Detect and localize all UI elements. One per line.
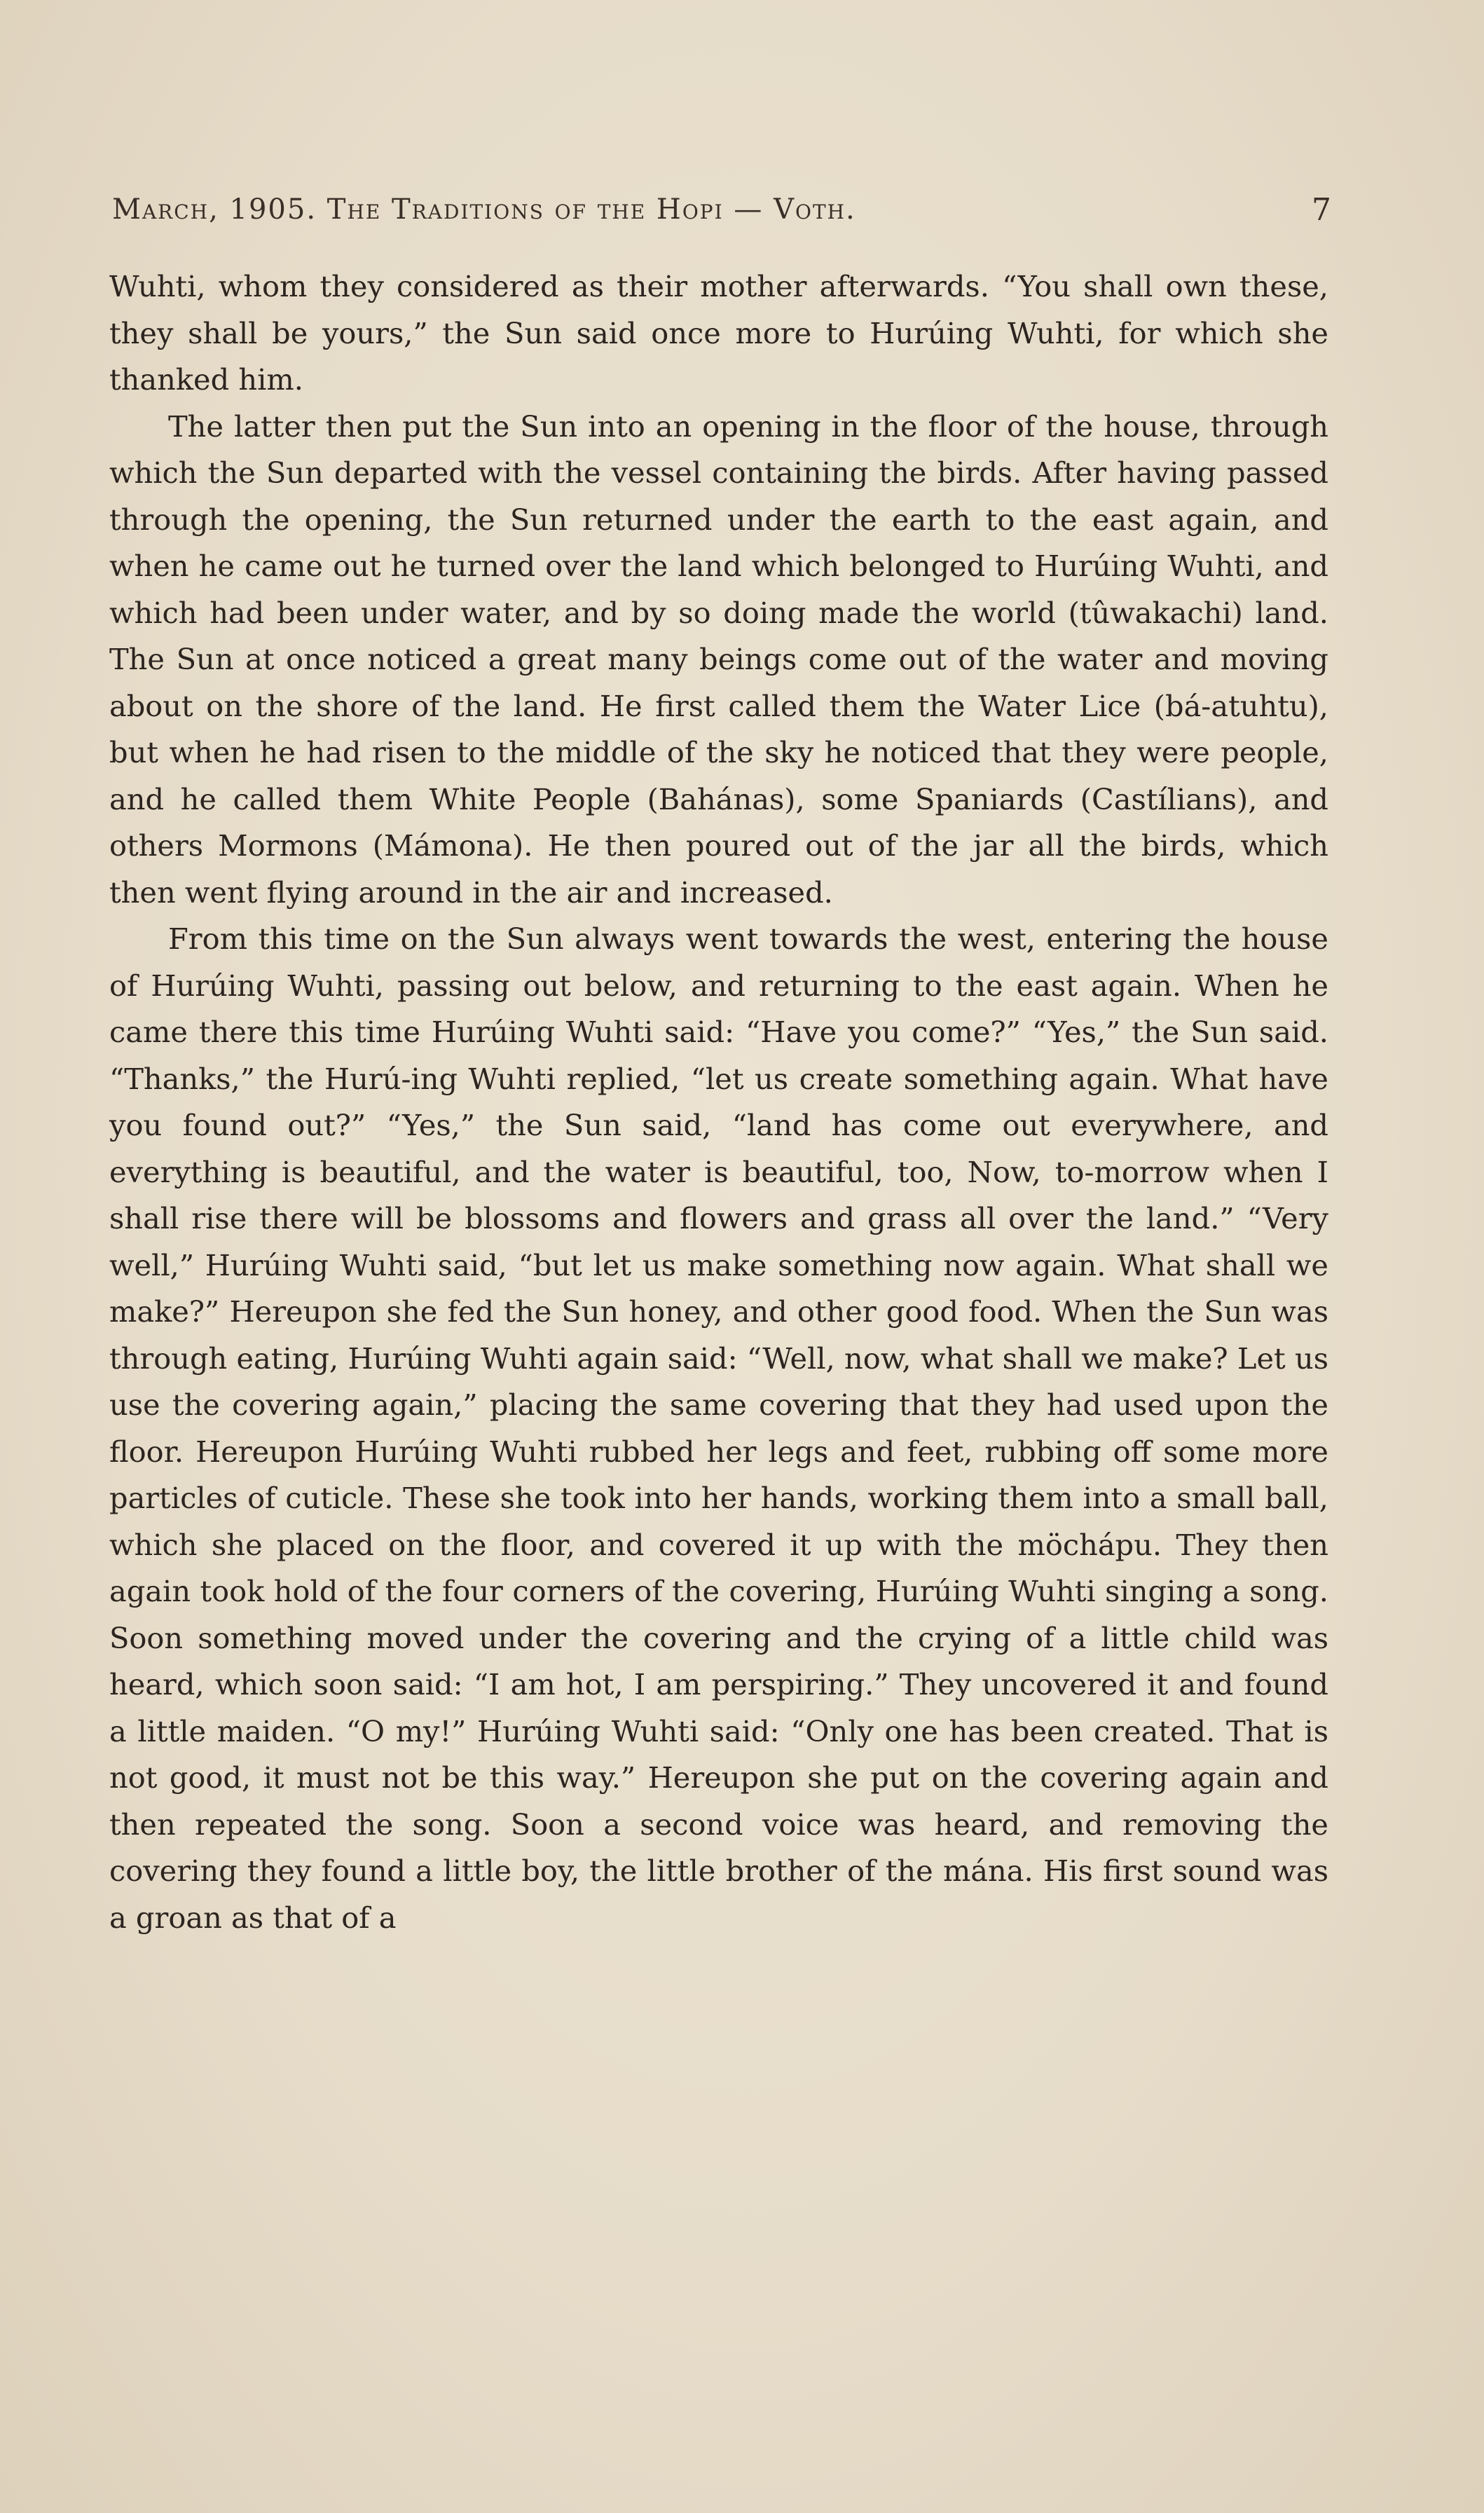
running-header — [112, 188, 1331, 244]
paragraph-continuation: Wuhti, whom they considered as their mother afterwards. “You shall own these, they shall be yours,” the Sun said once more to Hurúing Wuhti, for which she thanked him. — [109, 269, 1328, 397]
body-text — [109, 263, 1328, 1941]
paragraph: The latter then put the Sun into an opening in the floor of the house, through which the Sun departed with the vessel containing the birds. After having passed through the opening, the Sun returned under the earth to the east again, and when he came out he turned over the land which belonged to Hurúing Wuhti, and which had been under water, and by so doing made the world (tûwakachi) land. The Sun at once noticed a great many beings come out of the water and moving about on the shore of the land. He first called them the Water Lice (bá-atuhtu), but when he had risen to the middle of the sky he noticed that they were people, and he called them White People (Bahánas), some Spaniards (Castílians), and others Mormons (Mámona). He then poured out of the jar all the birds, which then went flying around in the air and increased. — [109, 409, 1328, 910]
header-title: March, 1905. The Traditions of the Hopi — Voth. — [112, 193, 856, 226]
page-number: 7 — [1312, 192, 1331, 228]
paragraph: From this time on the Sun always went towards the west, entering the house of Hurúing Wuhti, passing out below, and returning to the east again. When he came there this time Hurúing Wuhti said: “Have you come?” “Yes,” the Sun said. “Thanks,” the Hurú-ing Wuhti replied, “let us create something again. What have you found out?” “Yes,” the Sun said, “land has come out everywhere, and everything is beautiful, and the water is beautiful, too, Now, to-morrow when I shall rise there will be blossoms and flowers and grass all over the land.” “Very well,” Hurúing Wuhti said, “but let us make something now again. What shall we make?” Hereupon she fed the Sun honey, and other good food. When the Sun was through eating, Hurúing Wuhti again said: “Well, now, what shall we make? Let us use the covering again,” placing the same covering that they had used upon the floor. Hereupon Hurúing Wuhti rubbed her legs and feet, rubbing off some more particles of cuticle. These she took into her hands, working them into a small ball, which she placed on the floor, and covered it up with the möchápu. They then again took hold of the four corners of the covering, Hurúing Wuhti singing a song. Soon something moved under the covering and the crying of a little child was heard, which soon said: “I am hot, I am perspiring.” They uncovered it and found a little maiden. “O my!” Hurúing Wuhti said: “Only one has been created. That is not good, it must not be this way.” Hereupon she put on the covering again and then repeated the song. Soon a second voice was heard, and removing the covering they found a little boy, the little brother of the mána. His first sound was a groan as that of a — [109, 922, 1328, 1935]
